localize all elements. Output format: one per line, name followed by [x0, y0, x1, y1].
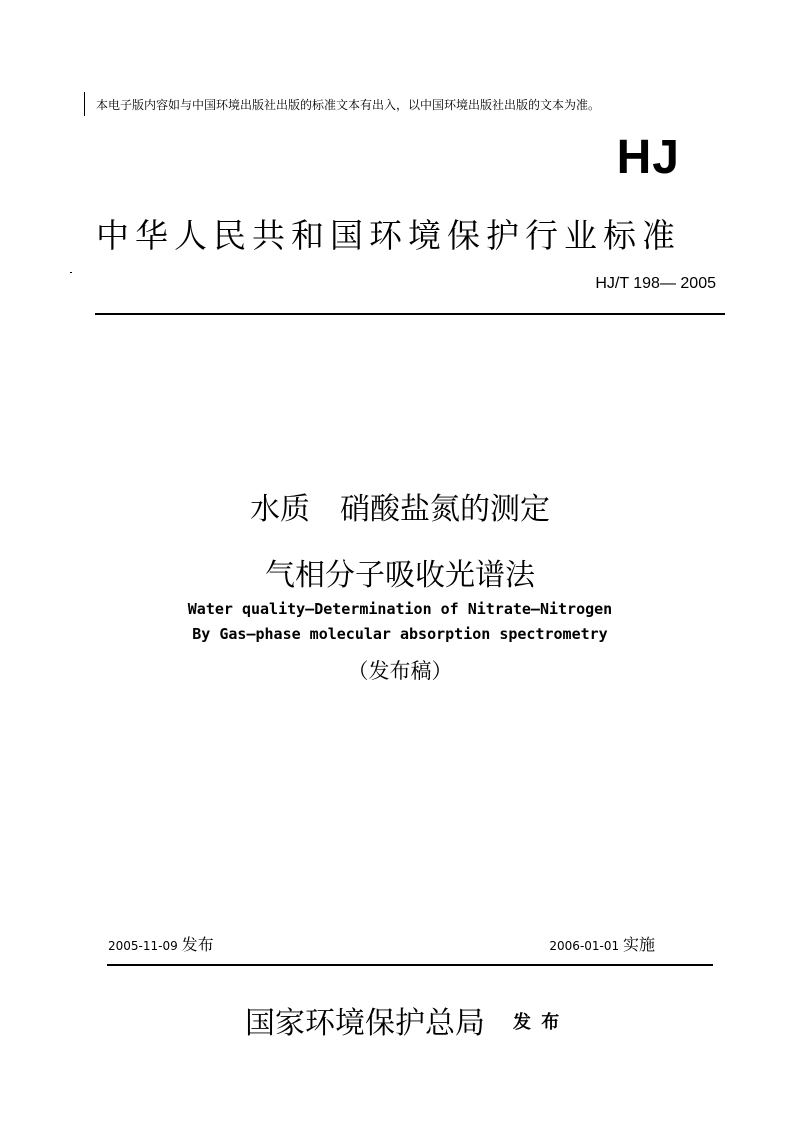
- publish-label: 发布: [181, 935, 214, 954]
- disclaimer-notice: 本电子版内容如与中国环境出版社出版的标准文本有出入，以中国环境出版社出版的文本为准。: [96, 98, 601, 112]
- publish-date-block: [108, 932, 214, 955]
- publish-date: 2005-11-09: [108, 939, 178, 953]
- top-divider: [95, 313, 725, 315]
- stray-dot: [70, 272, 72, 273]
- notice-marker-bar: [84, 92, 85, 116]
- english-title-line2: By Gas—phase molecular absorption spectrometry: [192, 625, 608, 643]
- standard-number: HJ/T 198— 2005: [595, 275, 716, 292]
- bottom-divider: [107, 964, 713, 966]
- hj-logo: HJ: [616, 131, 680, 184]
- implement-date: 2006-01-01: [549, 939, 620, 953]
- document-title-line2: 气相分子吸收光谱法: [265, 558, 535, 593]
- draft-note: （发布稿）: [347, 659, 453, 683]
- english-title-line1: Water quality—Determination of Nitrate—Nitrogen: [187, 600, 613, 618]
- implement-date-block: [549, 932, 655, 955]
- standard-category-title: 中华人民共和国环境保护行业标准: [96, 216, 681, 255]
- issuing-authority: 国家环境保护总局: [245, 1006, 485, 1041]
- implement-label: 实施: [622, 935, 655, 954]
- document-title-line1: 水质 硝酸盐氮的测定: [250, 492, 550, 527]
- issue-label: 发 布: [513, 1012, 562, 1033]
